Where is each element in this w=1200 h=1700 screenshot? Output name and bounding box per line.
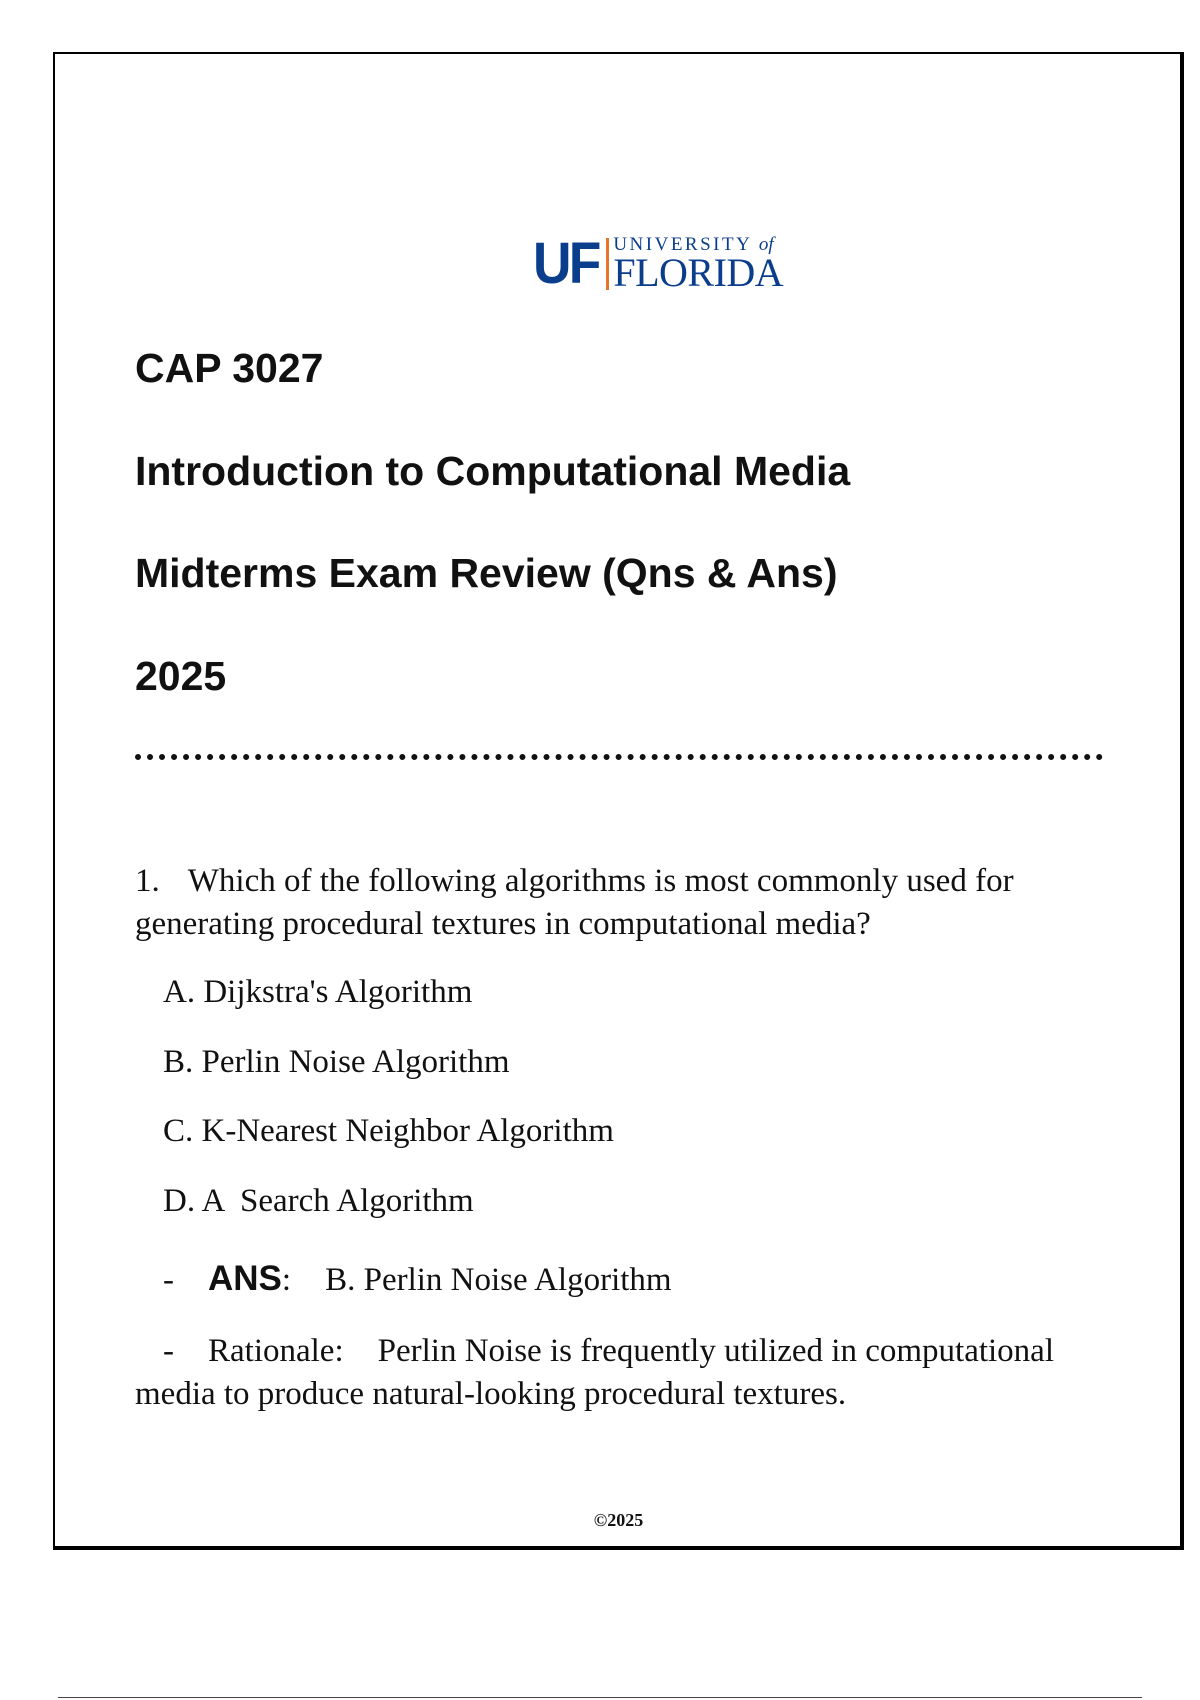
rationale-dash: - [163,1333,174,1369]
rationale [135,1330,1095,1416]
answer-line [163,1259,672,1300]
logo-monogram: UF [533,231,599,296]
course-title: Introduction to Computational Media [135,448,851,494]
bottom-rule [58,1697,1142,1698]
logo-wordmark [613,235,783,293]
option-c: C. K-Nearest Neighbor Algorithm [163,1113,614,1149]
answer-text: B. Perlin Noise Algorithm [325,1262,672,1298]
copyright-notice: ©2025 [593,1510,644,1530]
logo-of-word: of [758,234,774,255]
logo-bottom-line: FLORIDA [613,250,784,295]
logo-university-word: UNIVERSITY [613,234,752,255]
answer-label: ANS [208,1259,282,1298]
document-title: Midterms Exam Review (Qns & Ans) [135,550,838,596]
logo-divider [606,238,609,290]
option-d: D. A Search Algorithm [163,1183,474,1219]
document-year: 2025 [135,653,227,699]
question-number: 1. [135,863,160,899]
course-code: CAP 3027 [135,345,324,391]
answer-colon: : [281,1262,292,1298]
option-a: A. Dijkstra's Algorithm [163,974,473,1010]
question-text: Which of the following algorithms is most commonly used for generating procedural textures in computational media? [135,863,1014,942]
dotted-separator [135,754,1103,760]
option-b: B. Perlin Noise Algorithm [163,1044,510,1080]
question-1 [135,860,1095,946]
rationale-label: Rationale: [208,1333,344,1369]
rationale-text: Perlin Noise is frequently utilized in computational media to produce natural-looking procedural textures. [135,1333,1054,1412]
answer-dash: - [163,1262,174,1298]
university-logo [533,231,784,296]
